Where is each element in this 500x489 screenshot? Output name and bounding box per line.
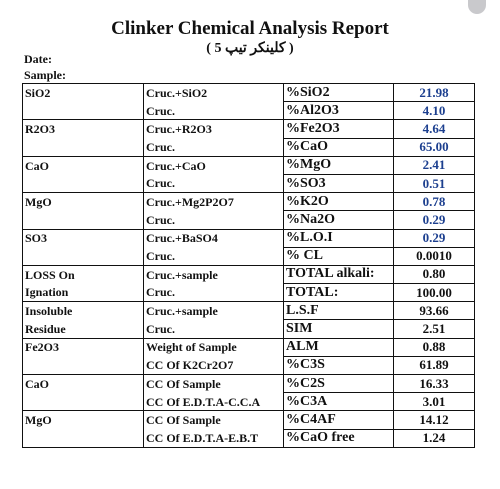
parameter-cell: TOTAL:: [284, 284, 394, 302]
table-row: [23, 247, 475, 265]
value-cell: 0.0010: [394, 247, 475, 265]
measurement-cell: Cruc.+Mg2P2O7: [144, 193, 284, 211]
measurement-cell: Weight of Sample: [144, 338, 284, 356]
table-row: [23, 393, 475, 411]
value-cell: 0.51: [394, 174, 475, 192]
table-row: [23, 375, 475, 393]
table-row: [23, 120, 475, 138]
measurement-cell: Cruc.+sample: [144, 265, 284, 283]
value-cell: 1.24: [394, 429, 475, 447]
sample-cell: R2O3: [23, 120, 144, 138]
table-row: [23, 284, 475, 302]
sample-cell: MgO: [23, 411, 144, 429]
sample-cell: SO3: [23, 229, 144, 247]
parameter-cell: %CaO: [284, 138, 394, 156]
parameter-cell: %C2S: [284, 375, 394, 393]
analysis-table: [22, 83, 475, 448]
value-cell: 0.29: [394, 211, 475, 229]
table-row: [23, 229, 475, 247]
table-row: [23, 265, 475, 283]
sample-cell: Ignation: [23, 284, 144, 302]
measurement-cell: Cruc.+BaSO4: [144, 229, 284, 247]
measurement-cell: Cruc.: [144, 174, 284, 192]
value-cell: 0.80: [394, 265, 475, 283]
value-cell: 14.12: [394, 411, 475, 429]
table-row: [23, 320, 475, 338]
table-row: [23, 138, 475, 156]
sample-cell: [23, 429, 144, 447]
table-row: [23, 102, 475, 120]
value-cell: 65.00: [394, 138, 475, 156]
parameter-cell: ALM: [284, 338, 394, 356]
parameter-cell: % CL: [284, 247, 394, 265]
sample-cell: [23, 174, 144, 192]
sample-cell: [23, 138, 144, 156]
value-cell: 0.29: [394, 229, 475, 247]
table-row: [23, 211, 475, 229]
sample-cell: [23, 247, 144, 265]
measurement-cell: CC Of Sample: [144, 375, 284, 393]
parameter-cell: %C3A: [284, 393, 394, 411]
corner-indicator: [468, 0, 486, 14]
measurement-cell: CC Of E.D.T.A-E.B.T: [144, 429, 284, 447]
table-row: [23, 338, 475, 356]
value-cell: 16.33: [394, 375, 475, 393]
report-subtitle: ( كلينكر تيپ 5 ): [206, 41, 294, 56]
parameter-cell: %C3S: [284, 356, 394, 374]
measurement-cell: Cruc.: [144, 102, 284, 120]
sample-cell: Fe2O3: [23, 338, 144, 356]
parameter-cell: %Al2O3: [284, 102, 394, 120]
sample-cell: [23, 393, 144, 411]
sample-cell: LOSS On: [23, 265, 144, 283]
sample-cell: Insoluble: [23, 302, 144, 320]
sample-cell: CaO: [23, 156, 144, 174]
value-cell: 93.66: [394, 302, 475, 320]
sample-cell: [23, 211, 144, 229]
measurement-cell: Cruc.+R2O3: [144, 120, 284, 138]
table-row: [23, 429, 475, 447]
value-cell: 2.51: [394, 320, 475, 338]
value-cell: 3.01: [394, 393, 475, 411]
table-row: [23, 356, 475, 374]
parameter-cell: %K2O: [284, 193, 394, 211]
value-cell: 21.98: [394, 84, 475, 102]
parameter-cell: %Na2O: [284, 211, 394, 229]
sample-cell: [23, 102, 144, 120]
parameter-cell: %C4AF: [284, 411, 394, 429]
parameter-cell: SIM: [284, 320, 394, 338]
measurement-cell: Cruc.: [144, 320, 284, 338]
measurement-cell: Cruc.: [144, 247, 284, 265]
sample-cell: SiO2: [23, 84, 144, 102]
value-cell: 4.10: [394, 102, 475, 120]
date-label: Date:: [24, 52, 52, 66]
sample-cell: MgO: [23, 193, 144, 211]
sample-cell: [23, 356, 144, 374]
measurement-cell: Cruc.+CaO: [144, 156, 284, 174]
value-cell: 2.41: [394, 156, 475, 174]
report-title: Clinker Chemical Analysis Report: [111, 18, 389, 39]
parameter-cell: %CaO free: [284, 429, 394, 447]
table-row: [23, 156, 475, 174]
table-row: [23, 411, 475, 429]
value-cell: 100.00: [394, 284, 475, 302]
sample-cell: Residue: [23, 320, 144, 338]
parameter-cell: %MgO: [284, 156, 394, 174]
table-row: [23, 174, 475, 192]
measurement-cell: CC Of K2Cr2O7: [144, 356, 284, 374]
value-cell: 0.78: [394, 193, 475, 211]
value-cell: 0.88: [394, 338, 475, 356]
parameter-cell: %SiO2: [284, 84, 394, 102]
parameter-cell: TOTAL alkali:: [284, 265, 394, 283]
table-row: [23, 193, 475, 211]
measurement-cell: Cruc.: [144, 138, 284, 156]
measurement-cell: Cruc.+SiO2: [144, 84, 284, 102]
measurement-cell: CC Of Sample: [144, 411, 284, 429]
measurement-cell: Cruc.: [144, 211, 284, 229]
parameter-cell: %Fe2O3: [284, 120, 394, 138]
parameter-cell: %L.O.I: [284, 229, 394, 247]
sample-label: Sample:: [24, 68, 66, 82]
table-row: [23, 302, 475, 320]
parameter-cell: L.S.F: [284, 302, 394, 320]
measurement-cell: Cruc.: [144, 284, 284, 302]
table-row: [23, 84, 475, 102]
measurement-cell: Cruc.+sample: [144, 302, 284, 320]
sample-cell: CaO: [23, 375, 144, 393]
parameter-cell: %SO3: [284, 174, 394, 192]
value-cell: 61.89: [394, 356, 475, 374]
value-cell: 4.64: [394, 120, 475, 138]
measurement-cell: CC Of E.D.T.A-C.C.A: [144, 393, 284, 411]
